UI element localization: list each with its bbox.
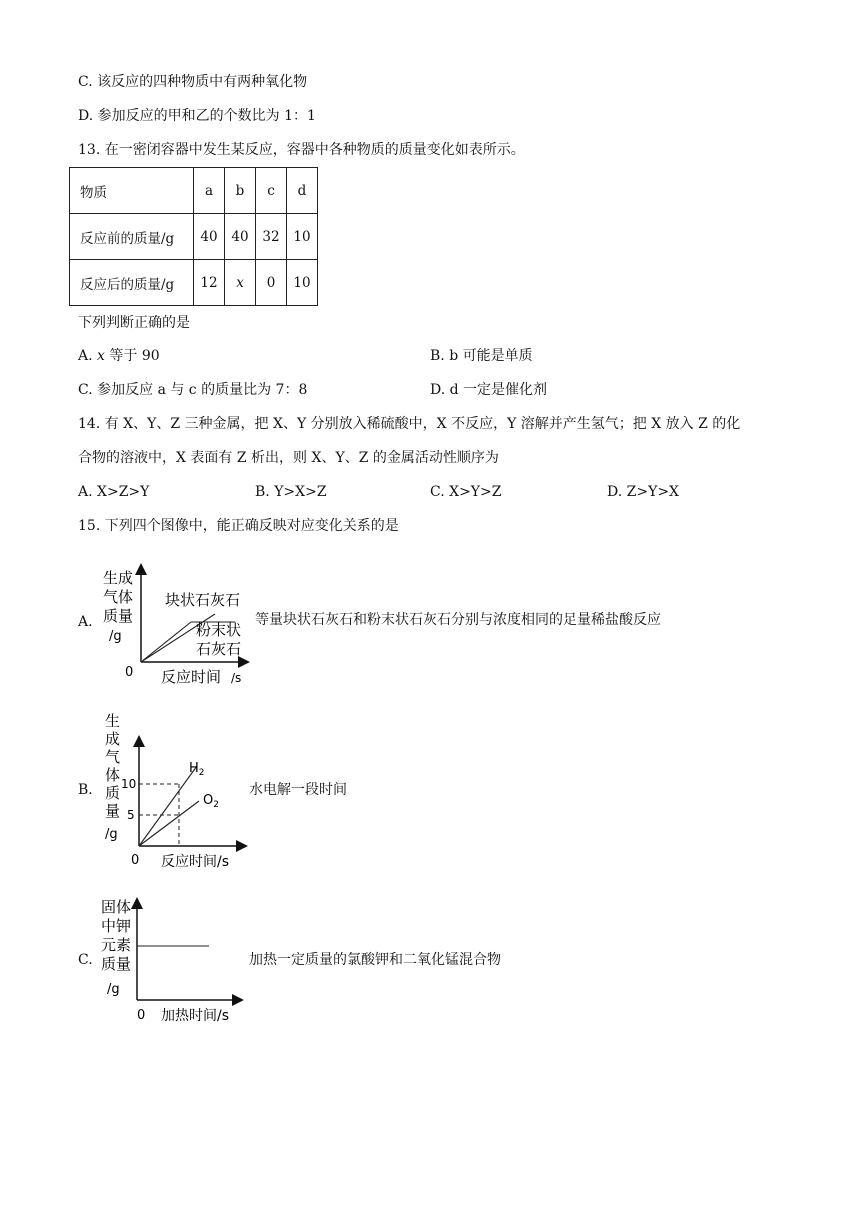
option-variable: x [97,348,105,364]
series-label-o2: $O_2$ [203,793,219,810]
table-cell: 10 [287,260,318,306]
option-text: 等于 90 [104,348,160,364]
q15-option-a-letter[interactable]: A. [78,614,93,630]
table-row [70,260,318,306]
q15-option-a-desc: 等量块状石灰石和粉末状石灰石分别与浓度相同的足量稀盐酸反应 [255,612,661,628]
y-label-line: 气体 [103,588,134,606]
q12-option-d: D. 参加反应的甲和乙的个数比为 1：1 [78,108,316,124]
q13-stem: 13. 在一密闭容器中发生某反应，容器中各种物质的质量变化如表所示。 [78,142,525,158]
y-label-char: 气 [105,748,121,766]
origin-label: 0 [131,853,140,868]
q14-option-a[interactable]: A. X>Z>Y [78,484,150,500]
q15-graph-b [95,708,255,873]
q13-prompt: 下列判断正确的是 [78,315,190,331]
table-cell: 10 [287,214,318,260]
table-cell: 反应前的质量/g [70,214,194,260]
q15-option-b-desc: 水电解一段时间 [249,782,347,798]
y-label-line: 质量 [103,607,134,625]
q13-mass-table [69,167,318,306]
series-label-powder-2: 石灰石 [196,640,242,658]
table-cell: d [287,168,318,214]
q15-graph-c [95,892,255,1027]
table-cell: 12 [194,260,225,306]
table-cell: 40 [194,214,225,260]
table-cell: 40 [225,214,256,260]
q13-option-a[interactable] [78,346,160,366]
q13-option-b[interactable]: B. b 可能是单质 [430,348,533,364]
table-row [70,214,318,260]
q15-option-c-desc: 加热一定质量的氯酸钾和二氧化锰混合物 [249,952,501,968]
q13-option-c[interactable]: C. 参加反应 a 与 c 的质量比为 7：8 [78,382,308,398]
y-label-char: /g [105,827,118,842]
y-label-line: 元素 [101,936,132,954]
tick-label-10: 10 [121,777,137,791]
q15-stem: 15. 下列四个图像中，能正确反映对应变化关系的是 [78,518,399,534]
y-label-line: /g [109,629,122,644]
x-label: 加热时间/s [161,1008,230,1024]
q15-option-b-letter[interactable]: B. [78,782,93,798]
y-label-char: 体 [105,766,121,784]
q15-option-c-letter[interactable]: C. [78,952,93,968]
q13-option-d[interactable]: D. d 一定是催化剂 [430,382,548,398]
table-cell: c [256,168,287,214]
y-label-line: 生成 [103,569,134,587]
y-label-char: 成 [105,730,121,748]
option-prefix: A. [78,348,98,364]
y-label-line: /g [107,982,120,997]
series-label-h2: $H_2$ [189,761,205,778]
origin-label: 0 [125,665,134,680]
series-label-powder: 粉末状 [196,621,242,639]
q14-option-b[interactable]: B. Y>X>Z [255,484,327,500]
q14-option-c[interactable]: C. X>Y>Z [430,484,502,500]
q15-graph-a [95,558,255,693]
table-cell: 反应后的质量/g [70,260,194,306]
q12-option-c: C. 该反应的四种物质中有两种氧化物 [78,74,308,90]
y-label-line: 质量 [101,955,132,973]
origin-label: 0 [137,1008,146,1023]
q14-stem-line-2: 合物的溶液中，X 表面有 Z 析出，则 X、Y、Z 的金属活动性顺序为 [78,450,499,466]
table-cell: 0 [256,260,287,306]
series-label-lump: 块状石灰石 [165,591,241,609]
q14-stem-line-1: 14. 有 X、Y、Z 三种金属，把 X、Y 分别放入稀硫酸中，X 不反应，Y 溶解并产生氢气；把 X 放入 Z 的化 [78,416,741,432]
y-label-char: 量 [105,802,121,820]
x-label: 反应时间 [161,668,222,686]
curve-h2 [139,766,197,846]
tick-label-5: 5 [127,808,135,822]
table-row [70,168,318,214]
table-cell: 32 [256,214,287,260]
y-label-line: 固体 [101,898,132,916]
q14-option-d[interactable]: D. Z>Y>X [607,484,680,500]
table-cell: x [225,260,256,306]
y-label-line: 中钾 [101,917,132,935]
table-cell: 物质 [70,168,194,214]
curve-lump [141,622,191,662]
y-label-char: 生 [105,712,121,730]
table-cell: a [194,168,225,214]
curve-o2 [139,801,199,846]
x-label: 反应时间/s [161,854,230,870]
table-cell: b [225,168,256,214]
y-label-char: 质 [105,784,121,802]
x-unit: /s [231,671,242,685]
